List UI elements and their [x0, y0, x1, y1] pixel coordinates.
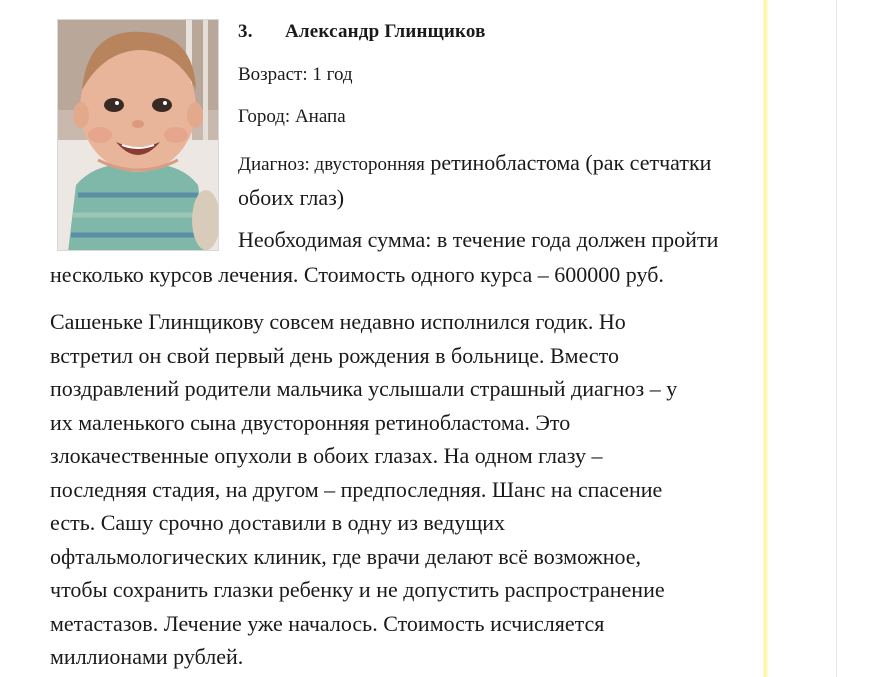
required-amount-paragraph	[50, 222, 840, 292]
story-line: чтобы сохранить глазки ребенку и не допустить распространение	[50, 577, 665, 602]
story-line: последняя стадия, на другом – предпоследняя. Шанс на спасение	[50, 476, 663, 502]
entry-heading	[238, 21, 486, 43]
story-line: встретил он свой первый день рождения в больнице. Вместо	[50, 342, 619, 368]
required-amount-line1: Необходимая сумма: в течение года должен пройти	[238, 227, 719, 252]
diagnosis-label: Диагноз: двусторонняя	[238, 154, 425, 175]
story-line: их маленького сына двусторонняя ретинобластома. Это	[50, 409, 571, 435]
story-line: офтальмологических клиник, где врачи делают всё возможное,	[50, 543, 642, 569]
city-field: Город: Анапа	[238, 106, 346, 127]
story-line: есть. Сашу срочно доставили в одну из ведущих	[50, 510, 506, 535]
story-line: Сашеньке Глинщикову совсем недавно исполнился годик. Но	[50, 309, 626, 334]
story-line: метастазов. Лечение уже началось. Стоимость исчисляется	[50, 610, 605, 636]
diagnosis-text-line2: обоих глаз)	[238, 185, 345, 210]
entry-number: 3.	[238, 21, 253, 42]
diagnosis-text: ретинобластома (рак сетчатки	[424, 150, 712, 175]
required-amount-line2: несколько курсов лечения. Стоимость одного курса – 600000 руб.	[50, 262, 664, 287]
child-name: Александр Глинщиков	[285, 21, 486, 42]
story-paragraph	[50, 305, 840, 674]
story-line: миллионами рублей.	[50, 644, 244, 669]
story-line: поздравлений родители мальчика услышали страшный диагноз – у	[50, 376, 678, 401]
age-field: Возраст: 1 год	[238, 64, 353, 85]
diagnosis-field	[238, 146, 838, 214]
child-photo	[57, 19, 219, 251]
story-line: злокачественные опухоли в обоих глазах. На одном глазу –	[50, 443, 603, 468]
